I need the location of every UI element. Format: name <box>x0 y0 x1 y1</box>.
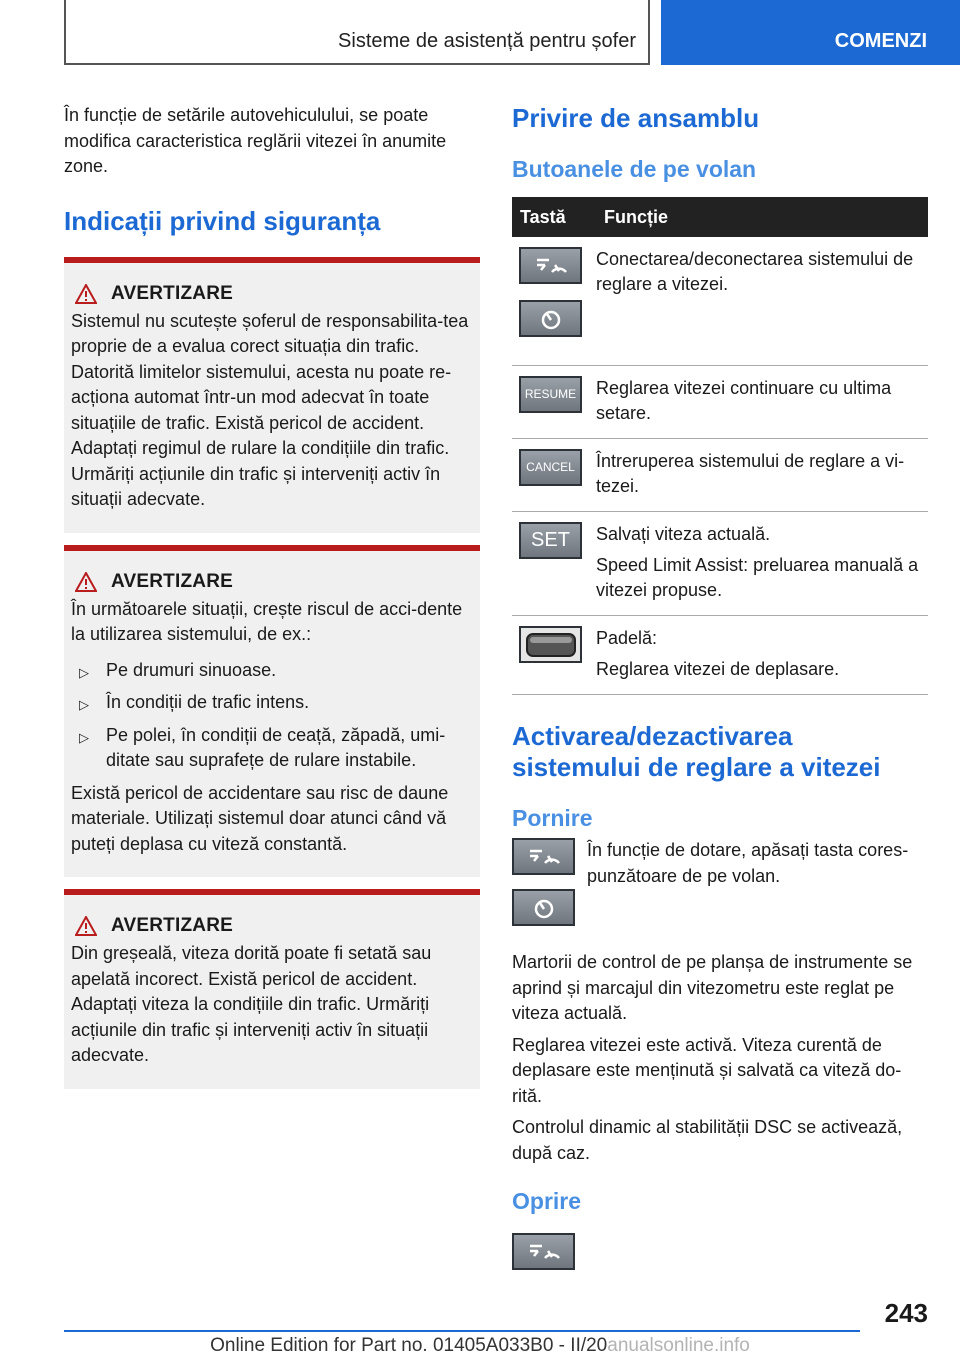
buttons-table <box>512 197 928 695</box>
left-column <box>64 103 480 1099</box>
table-row <box>512 616 928 695</box>
warning-intro: În următoarele situații, crește riscul de acci-dente la utilizarea sistemului, de ex.: <box>71 598 463 644</box>
start-heading: Pornire <box>512 805 593 831</box>
page-number: 243 <box>884 1298 928 1328</box>
paragraph: Martorii de control de pe planșa de instrumente se aprind și marcajul din vitezometru este reglat pe viteza actuală. <box>512 952 913 1023</box>
table-row <box>512 512 928 616</box>
warning-list <box>71 658 473 774</box>
cruise-limiter-icon <box>512 889 575 926</box>
footer-divider <box>64 1330 860 1332</box>
list-item: ▷ În condiții de trafic intens. <box>71 690 473 716</box>
function-text: Întreruperea sistemului de reglare a vi-tezei. <box>596 451 905 496</box>
table-header-key: Tastă <box>512 197 596 237</box>
warning-text: Din greșeală, viteza dorită poate fi setată sau apelată incorect. Există pericol de accident. Adaptați viteza la condițiile din trafic. Urmăriți acțiunile din trafic și interveniți activ în situații adecvate. <box>71 943 432 1065</box>
warning-text: Sistemul nu scutește șoferul de responsabilita-tea proprie de a evalua corect situația din trafic. Datorită limitelor sistemului, acesta nu poate re-acționa automat într-un mod adecvat în toate situațiile de trafic. Există pericol de accident. Adaptați regimul de rulare la condițiile din trafic. Urmăriți acțiunile din trafic și interveniți activ în situații adecvate. <box>71 310 469 509</box>
cancel-button-icon: CANCEL <box>519 449 582 486</box>
warning-box-1 <box>64 257 480 533</box>
activation-heading: Activarea/dezactivarea sistemului de reglare a vitezei <box>512 721 881 782</box>
resume-button-icon: RESUME <box>519 376 582 413</box>
stop-heading: Oprire <box>512 1188 582 1214</box>
cruise-on-icon <box>519 247 582 284</box>
warning-triangle-icon <box>75 284 97 304</box>
watermark-text: anualsonline.info <box>607 1335 750 1356</box>
bullet-triangle-icon: ▷ <box>79 664 89 680</box>
cruise-on-icon <box>512 1233 575 1270</box>
warning-box-2 <box>64 545 480 878</box>
intro-paragraph: În funcție de setările autovehiculului, se poate modifica caracteristica reglării vitezei în anumite zone. <box>64 105 447 176</box>
paragraph: Reglarea vitezei este activă. Viteza curentă de deplasare este menținută și salvată ca viteză do-rită. <box>512 1034 902 1106</box>
cruise-on-icon <box>512 838 575 875</box>
warning-label: AVERTIZARE <box>111 570 233 592</box>
warning-triangle-icon <box>75 916 97 936</box>
start-text: În funcție de dotare, apăsați tasta cores-punzătoare de pe volan. <box>587 840 909 886</box>
warning-label: AVERTIZARE <box>111 282 233 304</box>
buttons-heading: Butoanele de pe volan <box>512 156 757 182</box>
edition-text: Online Edition for Part no. 01405A033B0 - II/20 <box>210 1335 608 1356</box>
warning-triangle-icon <box>75 572 97 592</box>
overview-heading: Privire de ansamblu <box>512 103 760 133</box>
function-text: Conectarea/deconectarea sistemului de reglare a vitezei. <box>596 249 914 294</box>
header-section-title: Sisteme de asistență pentru șofer <box>338 30 636 52</box>
warning-box-3 <box>64 889 480 1089</box>
safety-heading: Indicații privind siguranța <box>64 205 381 236</box>
function-text: Reglarea vitezei de deplasare. <box>596 659 840 679</box>
list-item: ▷ Pe drumuri sinuoase. <box>71 658 473 684</box>
rocker-paddle-icon <box>519 626 582 663</box>
tab-comenzi[interactable]: COMENZI <box>661 0 960 65</box>
bullet-triangle-icon: ▷ <box>79 697 89 712</box>
list-item: ▷ Pe polei, în condiții de ceață, zăpadă, umi-ditate sau suprafețe de rulare instabile. <box>79 724 446 770</box>
warning-label: AVERTIZARE <box>111 915 233 936</box>
set-button-icon: SET <box>519 522 582 559</box>
right-column <box>512 103 928 1286</box>
table-row <box>512 237 928 366</box>
table-row <box>512 439 928 512</box>
function-text: Speed Limit Assist: preluarea manuală a vitezei propuse. <box>596 555 919 600</box>
cruise-limiter-icon <box>519 300 582 337</box>
footer-edition <box>0 1335 960 1357</box>
start-block <box>512 838 928 942</box>
bullet-triangle-icon: ▷ <box>79 729 89 745</box>
table-header-function: Funcție <box>596 197 928 237</box>
function-text: Padelă: <box>596 628 658 648</box>
header-section-box <box>64 0 650 65</box>
function-text: Salvați viteza actuală. <box>596 524 771 544</box>
table-row <box>512 366 928 439</box>
function-text: Reglarea vitezei continuare cu ultima setare. <box>596 378 892 423</box>
warning-outro: Există pericol de accidentare sau risc de daune materiale. Utilizați sistemul doar atunci când vă puteți deplasa cu viteză constantă. <box>71 782 449 854</box>
paragraph: Controlul dinamic al stabilității DSC se activează, după caz. <box>512 1117 903 1163</box>
